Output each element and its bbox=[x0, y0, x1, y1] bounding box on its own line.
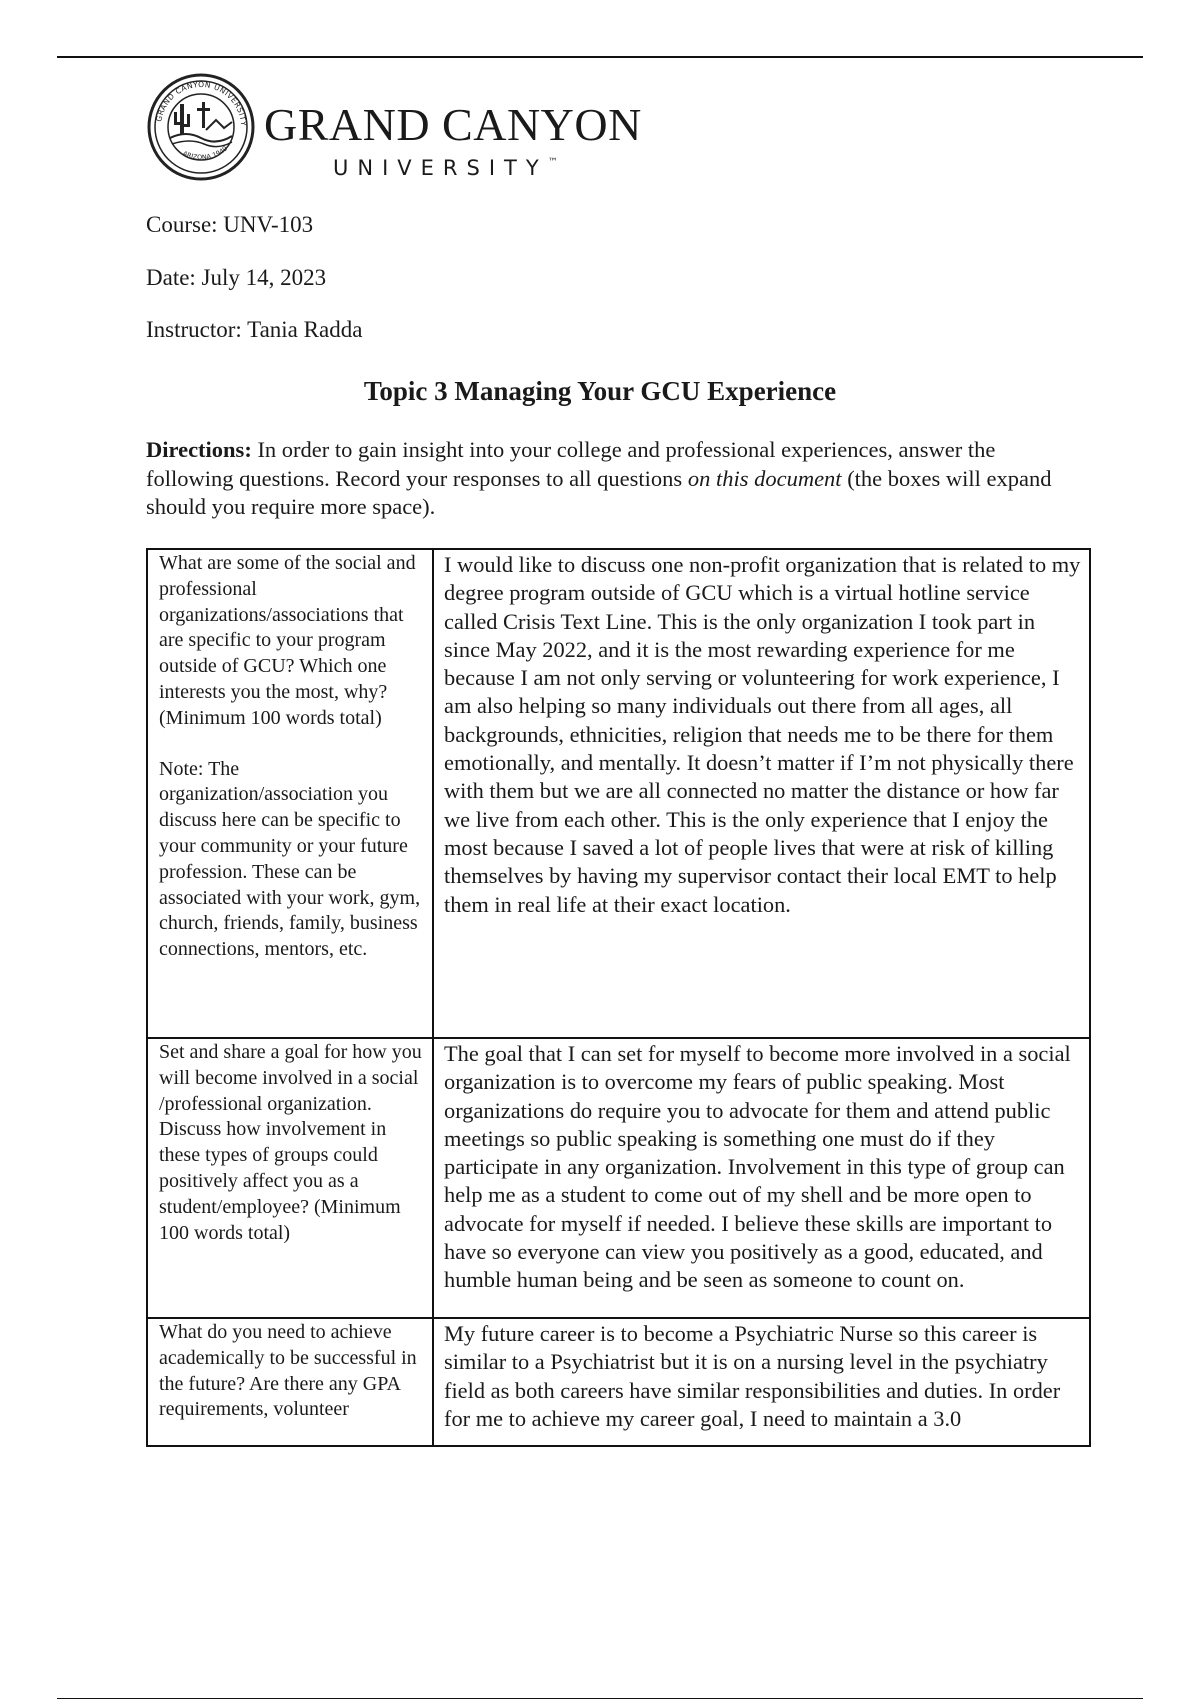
university-logo bbox=[146, 72, 686, 182]
university-name bbox=[264, 99, 642, 150]
answer-cell[interactable] bbox=[433, 1318, 1090, 1446]
question-answer-table bbox=[146, 548, 1091, 1447]
question-text: Set and share a goal for how you will become involved in a social /professional organization. Discuss how involvement in these types of groups could positively affect you as a student/employee? (Minimum 100 words total) bbox=[159, 1041, 422, 1244]
instructor-line: Instructor: Tania Radda bbox=[146, 317, 363, 342]
svg-text:ARIZONA 1949: ARIZONA 1949 bbox=[181, 144, 230, 162]
directions-paragraph: Directions: In order to gain insight into your college and professional experiences, answer the following questions. Record your responses to all questions on this document (the boxes will expand should you require more space). bbox=[146, 437, 1052, 519]
question-text: What do you need to achieve academically to be successful in the future? Are there any GPA requirements, volunteer bbox=[159, 1321, 417, 1421]
answer-text: The goal that I can set for myself to become more involved in a social organization is to overcome my fears of public speaking. Most organizations do require you to advocate for them and attend public meetings so public speaking is something one must do if they participate in any organization. Involvement in this type of group can help me as a student to come out of my shell and be more open to advocate for myself if needed. I believe these skills are important to have so everyone can view you positively as a good, educated, and humble human being and be seen as someone to count on. bbox=[444, 1041, 1071, 1293]
university-name-line1: GRAND CANYON bbox=[264, 99, 642, 150]
question-text: What are some of the social and professional organizations/associations that are specific to your program outside of GCU? Which one interests you the most, why? (Minimum 100 words total) bbox=[159, 552, 416, 729]
answer-cell[interactable] bbox=[433, 549, 1090, 1038]
question-cell bbox=[147, 1038, 433, 1318]
table-row bbox=[147, 1318, 1090, 1446]
answer-cell[interactable] bbox=[433, 1038, 1090, 1318]
question-cell bbox=[147, 1318, 433, 1446]
top-rule bbox=[57, 56, 1143, 58]
question-note: Note: The organization/association you discuss here can be specific to your community or your future profession. These can be associated with your work, gym, church, friends, family, business connections, mentors, etc. bbox=[159, 757, 421, 961]
table-row bbox=[147, 1038, 1090, 1318]
directions-emphasis: on this document bbox=[687, 465, 842, 491]
date-line: Date: July 14, 2023 bbox=[146, 265, 327, 290]
table-row bbox=[147, 549, 1090, 1038]
university-subtitle: UNIVERSITY™ bbox=[333, 156, 558, 180]
page-title: Topic 3 Managing Your GCU Experience bbox=[363, 376, 837, 406]
bottom-rule bbox=[57, 1698, 1143, 1699]
course-line: Course: UNV-103 bbox=[146, 212, 314, 237]
svg-text:GRAND CANYON UNIVERSITY: GRAND CANYON UNIVERSITY bbox=[154, 79, 249, 127]
question-cell bbox=[147, 549, 433, 1038]
university-seal-icon bbox=[146, 72, 256, 182]
directions-label: Directions: bbox=[146, 437, 252, 462]
answer-text: I would like to discuss one non-profit organization that is related to my degree program outside of GCU which is a virtual hotline service called Crisis Text Line. This is the only organization I took part in since May 2022, and it is the most rewarding experience for me because I am not only serving or volunteering for work experience, I am also helping so many individuals out there from all ages, all backgrounds, ethnicities, religion that needs me to be there for them emotionally, and mentally. It doesn’t matter if I’m not physically there with them but we are all connected no matter the distance or how far we live from each other. This is the only experience that I enjoy the most because I saved a lot of people lives that were at risk of killing themselves by having my supervisor contact their local EMT to help them in real life at their exact location. bbox=[444, 552, 1081, 917]
answer-text: My future career is to become a Psychiatric Nurse so this career is similar to a Psychiatrist but it is on a nursing level in the psychiatry field as both careers have similar responsibilities and duties. In order for me to achieve my career goal, I need to maintain a 3.0 bbox=[444, 1321, 1061, 1431]
